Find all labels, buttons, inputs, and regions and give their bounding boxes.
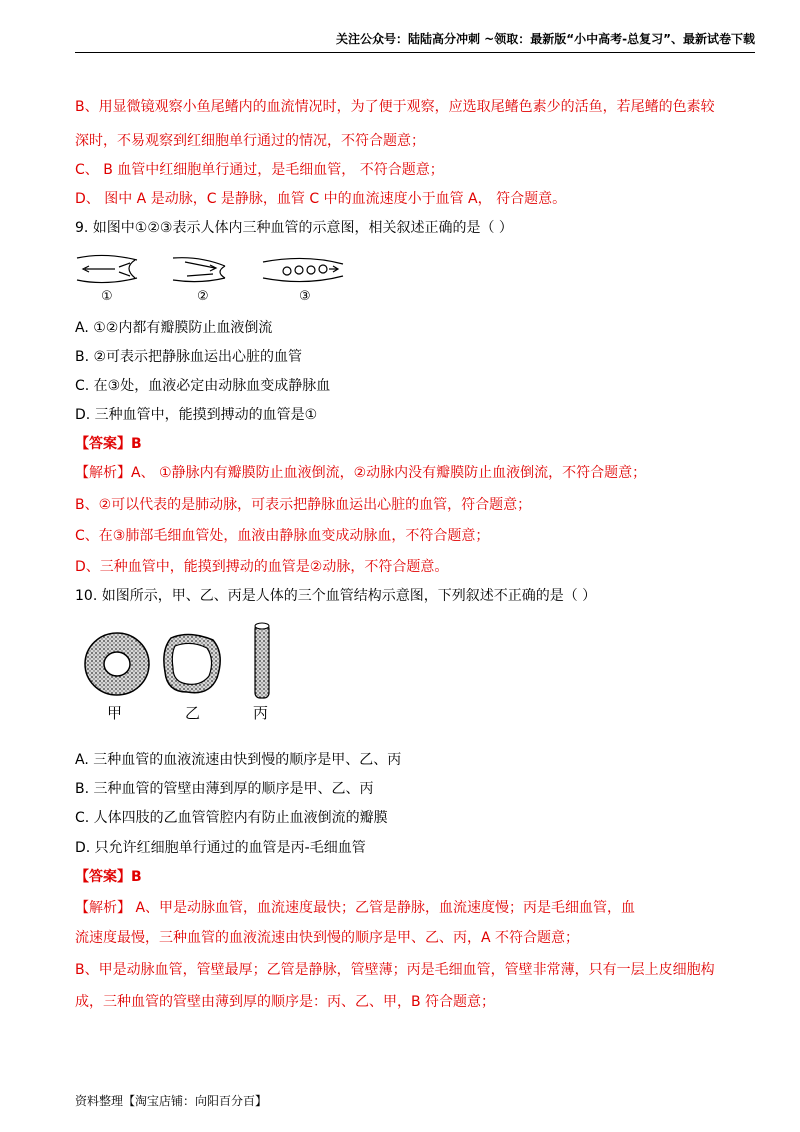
artery-cross-section	[85, 633, 149, 695]
q8-option-c: C、 B 血管中红细胞单行通过，是毛细血管， 不符合题意；	[75, 162, 444, 178]
vessel-1-bottom-wall	[77, 278, 137, 283]
q10-explanation-a-line1: 【解析】 A、甲是动脉血管，血流速度最快；乙管是静脉，血流速度慢；丙是毛细血管，血	[75, 900, 636, 916]
vessel-1-branch	[129, 260, 135, 278]
vessel-3-top-wall	[263, 258, 343, 264]
q9-explanation-a: 【解析】A、 ①静脉内有瓣膜防止血液倒流，②动脉内没有瓣膜防止血液倒流，不符合题意；	[75, 465, 647, 481]
figure-10-label-bing: 丙	[253, 704, 269, 722]
figure-10-label-jia: 甲	[107, 704, 123, 722]
q10-option-d: D. 只允许红细胞单行通过的血管是丙-毛细血管	[75, 840, 366, 856]
q8-option-b-line1: B、用显微镜观察小鱼尾鳍内的血流情况时，为了便于观察，应选取尾鳍色素少的活鱼，若尾鳍的色素较	[75, 99, 715, 115]
figure-9-vessels	[75, 248, 355, 304]
vessel-2-bottom-wall	[173, 278, 225, 282]
q10-option-c: C. 人体四肢的乙血管管腔内有防止血液倒流的瓣膜	[75, 810, 388, 826]
vein-cross-section	[164, 634, 220, 692]
question-9: 9. 如图中①②③表示人体内三种血管的示意图，相关叙述正确的是（ ）	[75, 220, 513, 236]
figure-9-label-1: ①	[101, 289, 113, 304]
page-footer: 资料整理【淘宝店铺：向阳百分百】	[75, 1094, 268, 1108]
vessel-1-top-wall	[77, 255, 137, 260]
q8-option-d: D、 图中 A 是动脉，C 是静脉，血管 C 中的血流速度小于血管 A， 符合题意。	[75, 191, 567, 207]
q9-option-c: C. 在③处，血液必定由动脉血变成静脉血	[75, 378, 331, 394]
q9-explanation-d: D、三种血管中，能摸到搏动的血管是②动脉，不符合题意。	[75, 559, 449, 575]
q9-explanation-b: B、②可以代表的是肺动脉，可表示把静脉血运出心脏的血管，符合题意；	[75, 497, 532, 513]
q9-option-b: B. ②可表示把静脉血运出心脏的血管	[75, 349, 303, 365]
q10-answer: 【答案】B	[75, 869, 142, 885]
q10-option-b: B. 三种血管的管壁由薄到厚的顺序是甲、乙、丙	[75, 781, 374, 797]
q10-explanation-b-line1: B、甲是动脉血管，管壁最厚；乙管是静脉，管壁薄；丙是毛细血管，管壁非常薄，只有一层上皮细胞构	[75, 962, 715, 978]
q10-explanation-b-line2: 成，三种血管的管壁由薄到厚的顺序是：丙、乙、甲，B 符合题意；	[75, 994, 496, 1010]
q8-option-b-line2: 深时，不易观察到红细胞单行通过的情况，不符合题意；	[75, 133, 425, 149]
header-text: 关注公众号：陆陆高分冲刺 ~领取：最新版“小中高考-总复习”、最新试卷下载	[336, 32, 755, 46]
figure-10-label-yi: 乙	[185, 704, 201, 722]
figure-9-label-2: ②	[197, 289, 209, 304]
q9-explanation-c: C、在③肺部毛细血管处，血液由静脉血变成动脉血，不符合题意；	[75, 528, 490, 544]
q9-option-a: A. ①②内都有瓣膜防止血液倒流	[75, 320, 273, 336]
q9-answer: 【答案】B	[75, 436, 142, 452]
figure-10-vessels	[75, 620, 295, 724]
q9-option-d: D. 三种血管中，能摸到搏动的血管是①	[75, 407, 318, 423]
capillary	[255, 623, 269, 698]
page-header	[75, 30, 755, 53]
question-10: 10. 如图所示，甲、乙、丙是人体的三个血管结构示意图，下列叙述不正确的是（ ）	[75, 588, 597, 604]
q10-explanation-a-line2: 流速度最慢，三种血管的血液流速由快到慢的顺序是甲、乙、丙，A 不符合题意；	[75, 930, 580, 946]
red-blood-cell	[283, 267, 291, 275]
q10-option-a: A. 三种血管的血液流速由快到慢的顺序是甲、乙、丙	[75, 752, 402, 768]
figure-9-label-3: ③	[299, 289, 311, 304]
vessel-3-bottom-wall	[263, 276, 343, 282]
